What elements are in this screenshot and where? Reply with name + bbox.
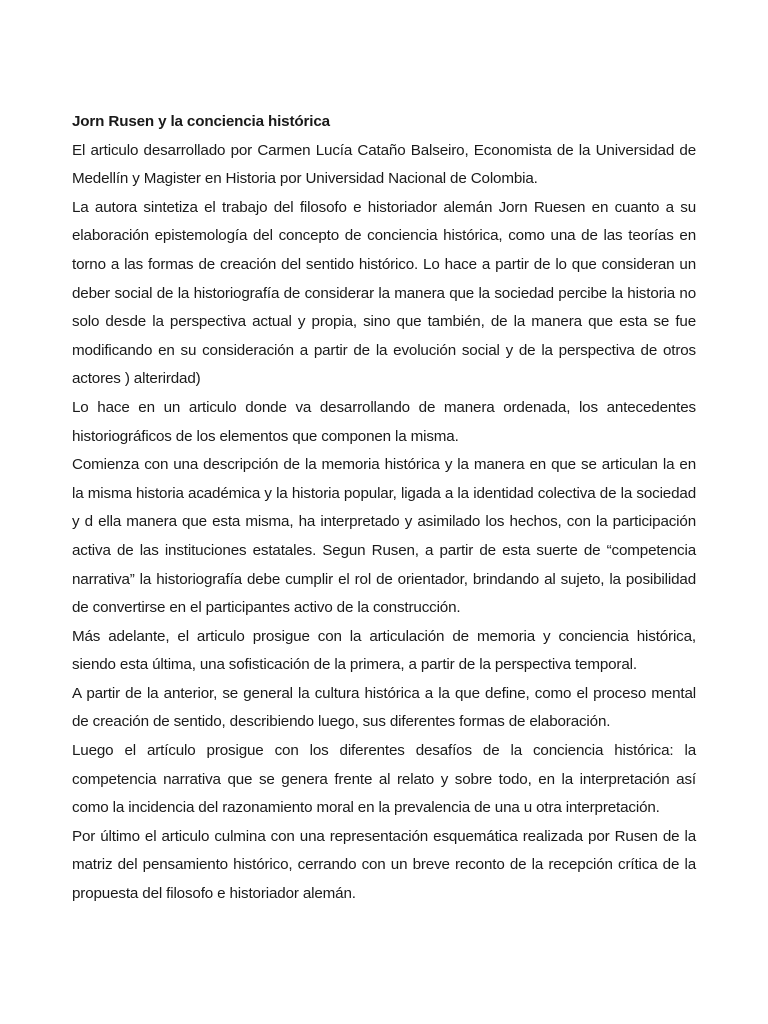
paragraph-author: El articulo desarrollado por Carmen Lucía Cataño Balseiro, Economista de la Universidad de Medellín y Magister en Historia por Universidad Nacional de Colombia. (72, 141, 696, 188)
paragraph-challenges: Luego el artículo prosigue con los diferentes desafíos de la conciencia histórica: la competencia narrativa que se genera frente al relato y sobre todo, en la interpretación así como la incidencia del razonamiento moral en la prevalencia de una u otra interpretación. (72, 742, 696, 817)
paragraph-culture: A partir de la anterior, se general la cultura histórica a la que define, como el proceso mental de creación de sentido, describiendo luego, sus diferentes formas de elaboración. (72, 684, 696, 731)
document-title: Jorn Rusen y la conciencia histórica (72, 113, 330, 130)
paragraph-antecedents: Lo hace en un articulo donde va desarrollando de manera ordenada, los antecedentes historiográficos de los elementos que componen la misma. (72, 398, 696, 445)
paragraph-articulation: Más adelante, el articulo prosigue con la articulación de memoria y conciencia histórica, siendo esta última, una sofisticación de la primera, a partir de la perspectiva temporal. (72, 627, 696, 674)
document-body (72, 108, 696, 909)
paragraph-synthesis: La autora sintetiza el trabajo del filosofo e historiador alemán Jorn Ruesen en cuanto a su elaboración epistemología del concepto de conciencia histórica, como una de las teorías en torno a las formas de creación del sentido histórico. Lo hace a partir de lo que consideran un deber social de la historiografía de considerar la manera que la sociedad percibe la historia no solo desde la perspectiva actual y propia, sino que también, de la manera que esta se fue modificando en su consideración a partir de la evolución social y de la perspectiva de otros actores ) alterirdad) (72, 198, 696, 388)
paragraph-conclusion: Por último el articulo culmina con una representación esquemática realizada por Rusen de la matriz del pensamiento histórico, cerrando con un breve reconto de la recepción crítica de la propuesta del filosofo e historiador alemán. (72, 827, 696, 903)
paragraph-memory: Comienza con una descripción de la memoria histórica y la manera en que se articulan la en la misma historia académica y la historia popular, ligada a la identidad colectiva de la sociedad y d ella manera que esta misma, ha interpretado y asimilado los hechos, con la participación activa de las instituciones estatales. Segun Rusen, a partir de esta suerte de “competencia narrativa” la historiografía debe cumplir el rol de orientador, brindando al sujeto, la posibilidad de convertirse en el participantes activo de la construcción. (72, 456, 696, 617)
